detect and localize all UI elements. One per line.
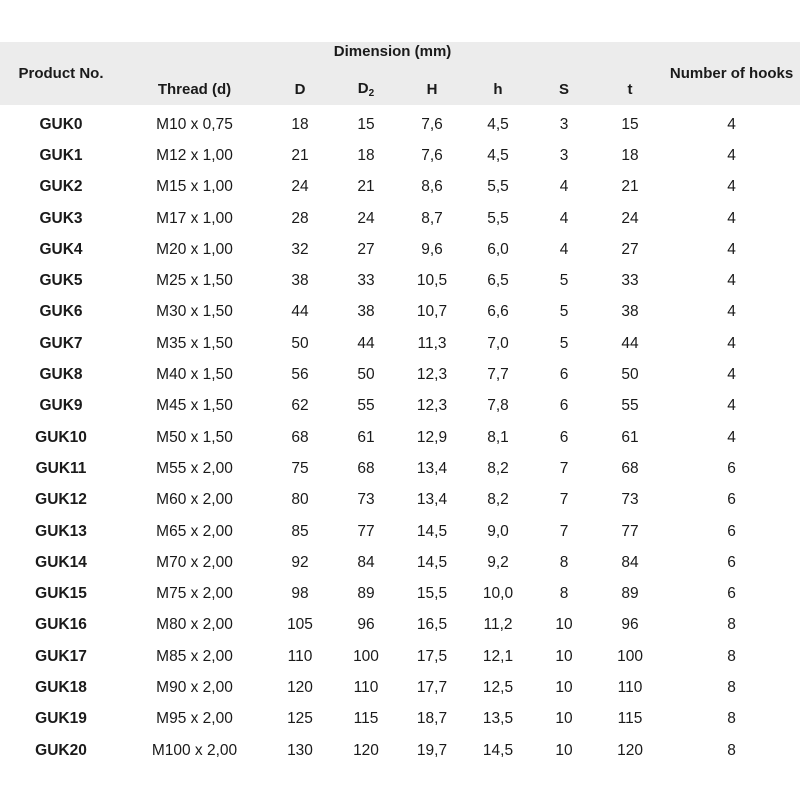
t-cell: 77 [621, 522, 639, 540]
d2-cell: 77 [357, 522, 375, 540]
h-small-cell: 11,2 [483, 616, 513, 634]
h-big-cell: 19,7 [416, 741, 448, 759]
d-cell: 120 [287, 678, 313, 696]
s-cell: 4 [559, 209, 569, 227]
table-row [0, 453, 800, 484]
d-cell: 80 [291, 491, 309, 509]
thread-header: Thread (d) [157, 81, 232, 98]
t-cell: 38 [621, 303, 639, 321]
hooks-header: Number of hooks [669, 65, 794, 82]
d2-cell: 44 [357, 334, 375, 352]
h-small-cell: 7,0 [487, 334, 509, 352]
h-small-cell: 6,0 [487, 240, 509, 258]
thread-cell: M70 x 2,00 [156, 553, 233, 571]
h-small-cell: 5,5 [487, 178, 509, 196]
thread-cell: M45 x 1,50 [156, 397, 233, 415]
h-big-cell: 10,7 [416, 303, 448, 321]
d-cell: 62 [291, 397, 309, 415]
h-big-cell: 8,6 [421, 178, 443, 196]
t-cell: 96 [621, 616, 639, 634]
table-row [0, 172, 800, 203]
thread-cell: M95 x 2,00 [156, 710, 233, 728]
thread-cell: M55 x 2,00 [156, 459, 233, 477]
product-no-cell: GUK13 [35, 522, 87, 540]
thread-cell: M40 x 1,50 [156, 366, 233, 384]
d-cell: 68 [291, 428, 309, 446]
d2-cell: 55 [357, 397, 375, 415]
h-small-cell: 7,7 [487, 366, 509, 384]
table-row [0, 140, 800, 171]
h-big-header: H [426, 81, 438, 98]
d-cell: 85 [291, 522, 309, 540]
product-no-cell: GUK1 [39, 146, 83, 164]
hooks-cell: 6 [727, 491, 736, 509]
h-big-cell: 12,3 [416, 397, 448, 415]
table-row [0, 234, 800, 265]
s-cell: 4 [559, 178, 569, 196]
s-cell: 5 [559, 334, 569, 352]
h-small-cell: 9,2 [487, 553, 509, 571]
d2-cell: 27 [357, 240, 375, 258]
d2-cell: 84 [357, 553, 375, 571]
t-cell: 115 [617, 710, 643, 728]
hooks-cell: 8 [727, 616, 736, 634]
d-cell: 21 [291, 146, 309, 164]
dimension-header: Dimension (mm) [333, 43, 452, 60]
d-cell: 75 [291, 459, 309, 477]
d2-cell: 15 [357, 115, 375, 133]
product-no-cell: GUK19 [35, 710, 87, 728]
table-header [0, 42, 800, 105]
hooks-cell: 4 [727, 428, 736, 446]
h-big-cell: 13,4 [416, 459, 448, 477]
t-cell: 50 [621, 366, 639, 384]
hooks-cell: 4 [727, 397, 736, 415]
hooks-cell: 6 [727, 553, 736, 571]
s-cell: 6 [559, 428, 569, 446]
h-small-cell: 13,5 [482, 710, 514, 728]
d-cell: 98 [291, 585, 309, 603]
hooks-cell: 4 [727, 334, 736, 352]
product-no-cell: GUK17 [35, 647, 87, 665]
d-cell: 38 [291, 272, 309, 290]
hooks-cell: 4 [727, 115, 736, 133]
d2-cell: 120 [353, 741, 379, 759]
hooks-cell: 4 [727, 272, 736, 290]
product-no-cell: GUK3 [39, 209, 83, 227]
hooks-cell: 8 [727, 741, 736, 759]
h-small-cell: 8,2 [487, 459, 509, 477]
thread-cell: M35 x 1,50 [156, 334, 233, 352]
table-row [0, 704, 800, 735]
s-cell: 8 [559, 585, 569, 603]
product-no-cell: GUK2 [39, 178, 83, 196]
d2-cell: 115 [353, 710, 379, 728]
d-cell: 105 [287, 616, 313, 634]
hooks-cell: 4 [727, 240, 736, 258]
hooks-cell: 8 [727, 678, 736, 696]
thread-cell: M12 x 1,00 [156, 146, 233, 164]
d-cell: 56 [291, 366, 309, 384]
h-small-cell: 12,1 [482, 647, 514, 665]
product-no-cell: GUK11 [35, 459, 87, 477]
hooks-cell: 8 [727, 647, 736, 665]
d-cell: 130 [287, 741, 313, 759]
hooks-cell: 6 [727, 522, 736, 540]
h-big-cell: 12,3 [416, 366, 448, 384]
h-big-cell: 7,6 [421, 115, 443, 133]
thread-cell: M50 x 1,50 [156, 428, 233, 446]
h-small-cell: 5,5 [487, 209, 509, 227]
product-no-cell: GUK6 [39, 303, 83, 321]
hooks-cell: 6 [727, 459, 736, 477]
t-cell: 84 [621, 553, 639, 571]
d2-cell: 50 [357, 366, 375, 384]
t-cell: 89 [621, 585, 639, 603]
h-small-header: h [493, 81, 503, 98]
d-cell: 110 [287, 647, 313, 665]
d2-cell: 68 [357, 459, 375, 477]
d2-cell: 24 [357, 209, 375, 227]
d2-header-base: D [357, 80, 369, 97]
h-big-cell: 14,5 [416, 522, 448, 540]
product-no-cell: GUK0 [39, 115, 83, 133]
product-no-cell: GUK18 [35, 678, 87, 696]
d-cell: 125 [287, 710, 313, 728]
table-row [0, 516, 800, 547]
table-row [0, 391, 800, 422]
t-cell: 68 [621, 459, 639, 477]
h-big-cell: 9,6 [421, 240, 443, 258]
t-cell: 110 [617, 678, 643, 696]
t-cell: 120 [617, 741, 643, 759]
table-row [0, 297, 800, 328]
d2-cell: 38 [357, 303, 375, 321]
t-cell: 73 [621, 491, 639, 509]
thread-cell: M17 x 1,00 [156, 209, 233, 227]
table-row [0, 641, 800, 672]
h-big-cell: 7,6 [421, 146, 443, 164]
h-big-cell: 17,5 [416, 647, 448, 665]
t-cell: 21 [621, 178, 639, 196]
t-header: t [627, 81, 633, 98]
product-no-cell: GUK16 [35, 616, 87, 634]
thread-cell: M25 x 1,50 [156, 272, 233, 290]
s-cell: 3 [559, 115, 569, 133]
table-row [0, 203, 800, 234]
s-cell: 3 [559, 146, 569, 164]
h-big-cell: 8,7 [421, 209, 443, 227]
product-no-cell: GUK15 [35, 585, 87, 603]
product-no-cell: GUK12 [35, 491, 87, 509]
s-cell: 8 [559, 553, 569, 571]
h-small-cell: 9,0 [487, 522, 509, 540]
thread-cell: M90 x 2,00 [156, 678, 233, 696]
h-small-cell: 12,5 [482, 678, 514, 696]
d-cell: 18 [291, 115, 309, 133]
t-cell: 15 [621, 115, 639, 133]
t-cell: 18 [621, 146, 639, 164]
table-body [0, 105, 800, 766]
h-big-cell: 16,5 [416, 616, 448, 634]
h-big-cell: 10,5 [416, 272, 448, 290]
product-no-cell: GUK8 [39, 366, 83, 384]
h-big-cell: 18,7 [416, 710, 448, 728]
d2-cell: 96 [357, 616, 375, 634]
product-no-cell: GUK14 [35, 553, 87, 571]
table-row [0, 672, 800, 703]
product-no-header: Product No. [18, 65, 104, 82]
hooks-cell: 4 [727, 146, 736, 164]
thread-cell: M80 x 2,00 [156, 616, 233, 634]
table-row [0, 610, 800, 641]
hooks-cell: 4 [727, 209, 736, 227]
table-row [0, 735, 800, 766]
d2-cell: 61 [357, 428, 375, 446]
h-small-cell: 14,5 [482, 741, 514, 759]
s-cell: 7 [559, 522, 569, 540]
table-row [0, 422, 800, 453]
thread-cell: M85 x 2,00 [156, 647, 233, 665]
product-no-cell: GUK20 [35, 741, 87, 759]
d2-cell: 33 [357, 272, 375, 290]
d-header: D [294, 81, 306, 98]
h-big-cell: 13,4 [416, 491, 448, 509]
product-no-cell: GUK7 [39, 334, 83, 352]
d2-cell: 100 [353, 647, 379, 665]
s-cell: 10 [555, 741, 573, 759]
h-big-cell: 12,9 [416, 428, 448, 446]
hooks-cell: 8 [727, 710, 736, 728]
d2-header-sub: 2 [368, 88, 375, 99]
thread-cell: M75 x 2,00 [156, 585, 233, 603]
s-cell: 7 [559, 459, 569, 477]
s-cell: 10 [555, 647, 573, 665]
table-row [0, 578, 800, 609]
hooks-cell: 6 [727, 585, 736, 603]
s-cell: 6 [559, 397, 569, 415]
d-cell: 24 [291, 178, 309, 196]
s-cell: 5 [559, 303, 569, 321]
d2-cell: 73 [357, 491, 375, 509]
h-big-cell: 15,5 [416, 585, 448, 603]
hooks-cell: 4 [727, 303, 736, 321]
table-row [0, 105, 800, 140]
h-big-cell: 14,5 [416, 553, 448, 571]
t-cell: 27 [621, 240, 639, 258]
t-cell: 24 [621, 209, 639, 227]
t-cell: 61 [621, 428, 639, 446]
h-small-cell: 4,5 [487, 115, 509, 133]
s-cell: 10 [555, 710, 573, 728]
table-row [0, 265, 800, 296]
d-cell: 44 [291, 303, 309, 321]
h-small-cell: 6,5 [487, 272, 509, 290]
s-cell: 7 [559, 491, 569, 509]
h-small-cell: 10,0 [482, 585, 514, 603]
d-cell: 32 [291, 240, 309, 258]
t-cell: 44 [621, 334, 639, 352]
d2-cell: 18 [357, 146, 375, 164]
table-row [0, 547, 800, 578]
thread-cell: M20 x 1,00 [156, 240, 233, 258]
thread-cell: M30 x 1,50 [156, 303, 233, 321]
s-cell: 10 [555, 678, 573, 696]
s-cell: 5 [559, 272, 569, 290]
t-cell: 55 [621, 397, 639, 415]
table-row [0, 328, 800, 359]
h-small-cell: 8,2 [487, 491, 509, 509]
s-cell: 10 [555, 616, 573, 634]
hooks-cell: 4 [727, 366, 736, 384]
thread-cell: M100 x 2,00 [151, 741, 238, 759]
product-no-cell: GUK10 [35, 428, 87, 446]
d-cell: 28 [291, 209, 309, 227]
h-small-cell: 4,5 [487, 146, 509, 164]
thread-cell: M15 x 1,00 [156, 178, 233, 196]
dimension-table [0, 42, 800, 766]
t-cell: 33 [621, 272, 639, 290]
h-big-cell: 11,3 [417, 334, 447, 352]
d-cell: 50 [291, 334, 309, 352]
table-row [0, 359, 800, 390]
thread-cell: M65 x 2,00 [156, 522, 233, 540]
h-big-cell: 17,7 [416, 678, 448, 696]
product-no-cell: GUK5 [39, 272, 83, 290]
s-cell: 4 [559, 240, 569, 258]
s-cell: 6 [559, 366, 569, 384]
thread-cell: M60 x 2,00 [156, 491, 233, 509]
t-cell: 100 [617, 647, 643, 665]
hooks-cell: 4 [727, 178, 736, 196]
d2-header [333, 74, 399, 105]
h-small-cell: 7,8 [487, 397, 509, 415]
product-no-cell: GUK9 [39, 397, 83, 415]
d2-cell: 89 [357, 585, 375, 603]
s-header: S [558, 81, 569, 98]
h-small-cell: 6,6 [487, 303, 509, 321]
thread-cell: M10 x 0,75 [156, 115, 233, 133]
product-no-cell: GUK4 [39, 240, 83, 258]
d2-cell: 110 [353, 678, 379, 696]
d2-cell: 21 [357, 178, 375, 196]
h-small-cell: 8,1 [487, 428, 509, 446]
table-row [0, 485, 800, 516]
d-cell: 92 [291, 553, 309, 571]
